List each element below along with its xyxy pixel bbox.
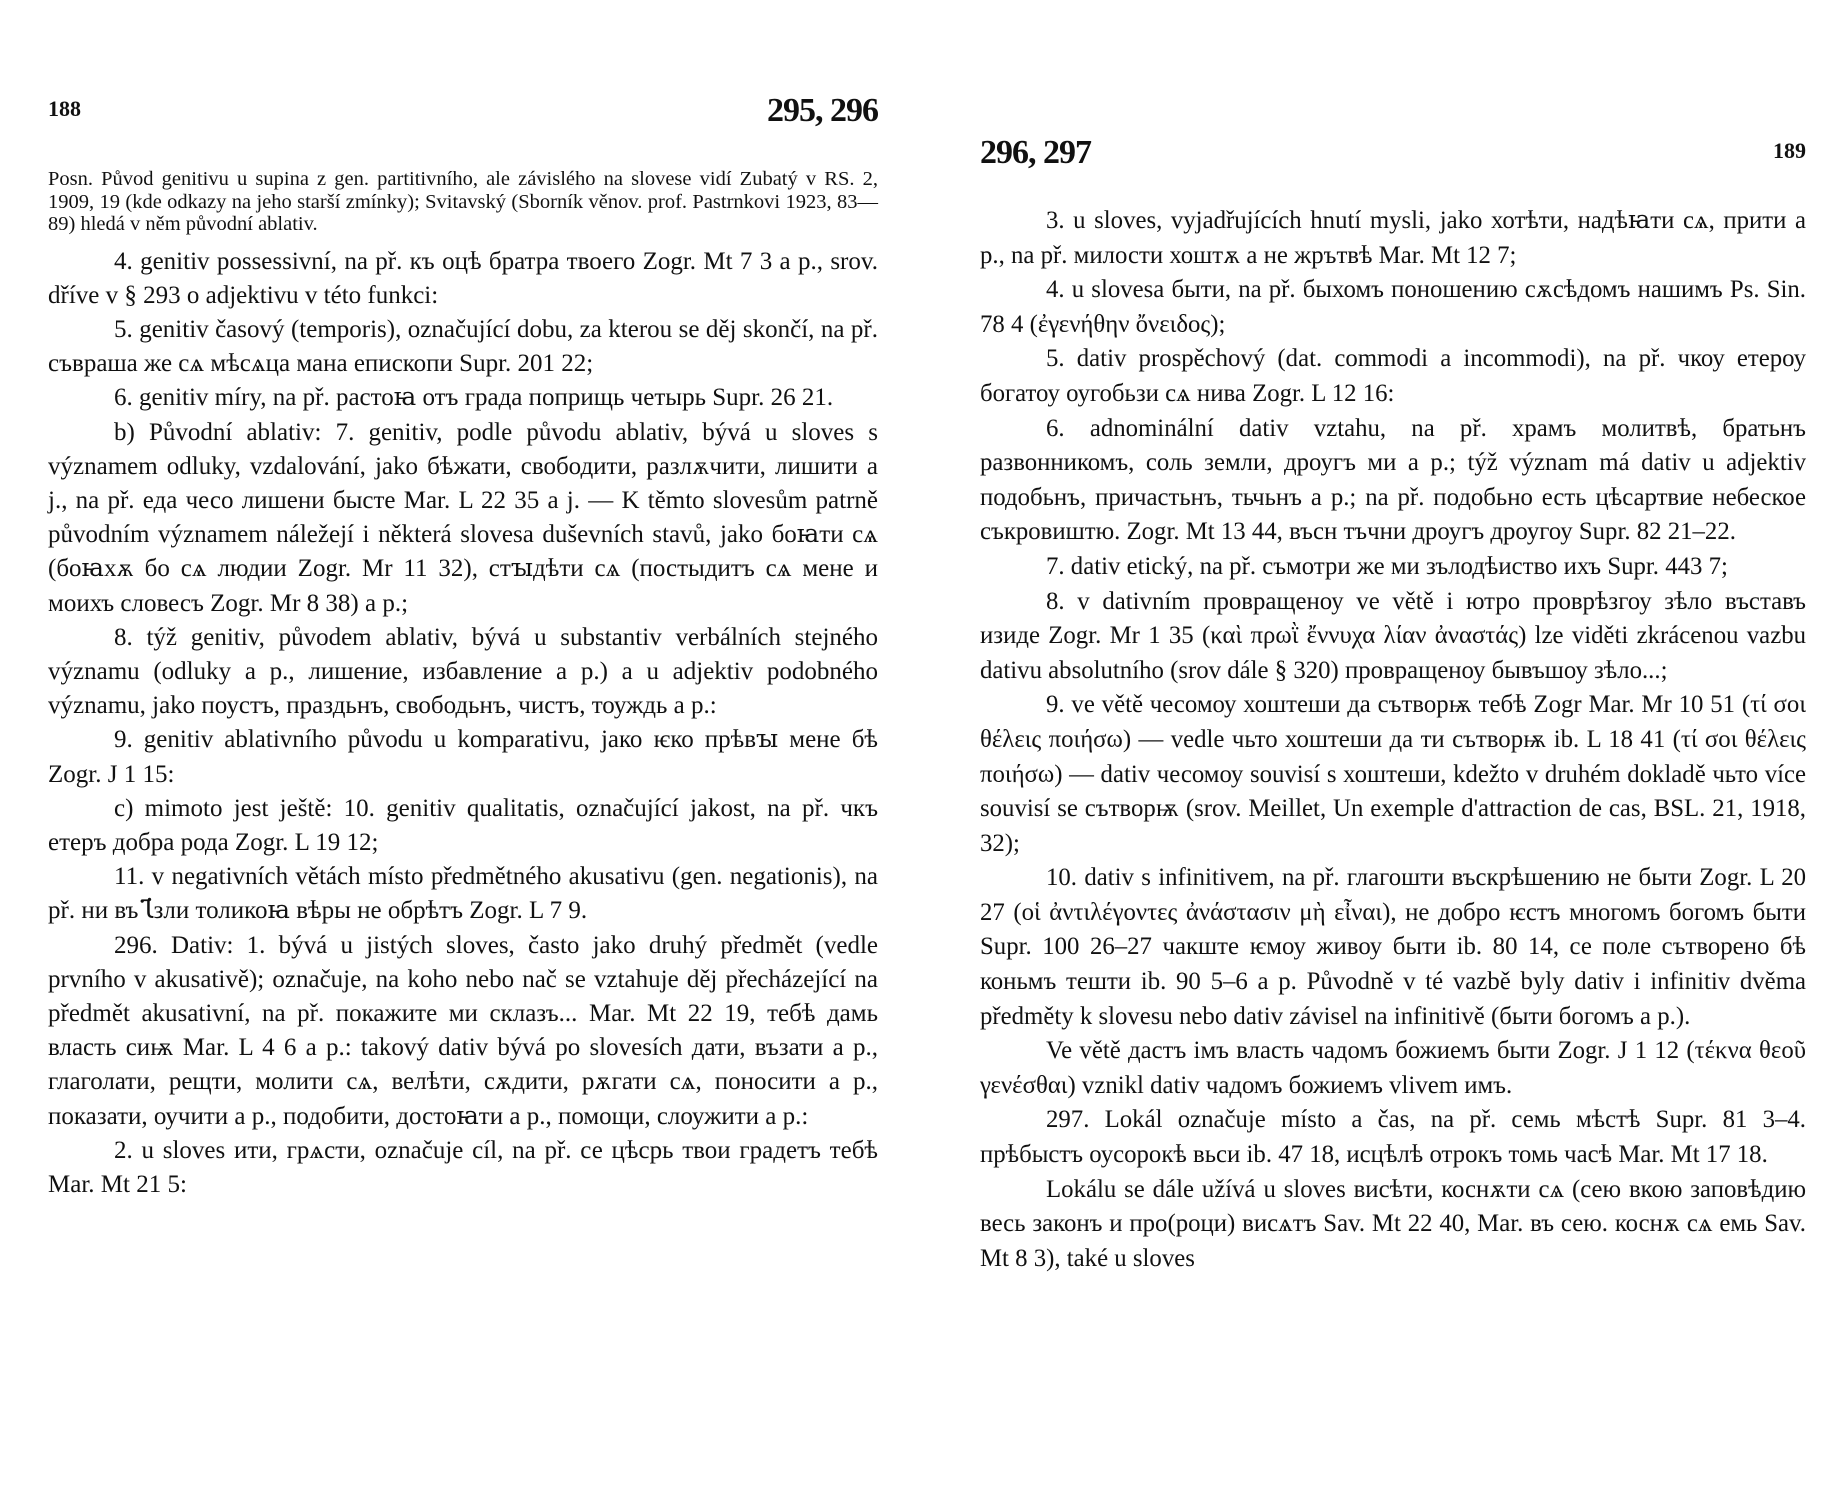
right-page-text <box>980 204 1806 1276</box>
page-number: 188 <box>48 96 81 121</box>
paragraph: 2. u sloves ити, грѧсти, označuje cíl, na př. се цѣсрь твои градетъ тебѣ Mar. Mt 21 5: <box>48 1136 878 1198</box>
paragraph: 10. dativ s infinitivem, na př. глагошти въскрѣшению не быти Zogr. L 20 27 (οἱ ἀντιλέγοντες ἀνάστασιν μὴ εἶναι), не добро ѥстъ многомъ богомъ быти Supr. 100 26–27 чакште ѥмоу живоу быти ib. 80 14, се поле сътворено бѣ коньмъ тешти ib. 90 5–6 a p. Původně v té vazbě byly dativ i infinitiv dvěma předměty k slovesu nebo dativ závisel na infinitivě (быти богомъ a p.). <box>980 864 1806 1030</box>
paragraph: 6. genitiv míry, na př. растоꙗ отъ града поприщь четырь Supr. 26 21. <box>114 384 834 412</box>
paragraph: c) mimoto jest ještě: 10. genitiv qualitatis, označující jakost, na př. чкъ етеръ добра рода Zogr. L 19 12; <box>48 794 878 856</box>
section-header: 296, 297 <box>980 134 1091 171</box>
paragraph: 3. u sloves, vyjadřujících hnutí mysli, jako хотѣти, надѣꙗти сѧ, прити a p., na př. милости хоштѫ а не жрътвѣ Mar. Mt 12 7; <box>980 207 1806 269</box>
paragraph: 11. v negativních větách místo předmětného akusativu (gen. negationis), na př. ни въ Ꙇ҃зли толикоꙗ вѣры не обрѣтъ Zogr. L 7 9. <box>48 863 878 925</box>
paragraph: 8. v dativním провращеноу ve větě і ютро проврѣзгоу зѣло въставъ изиде Zogr. Mr 1 35 (καὶ πρωῒ ἔννυχα λίαν ἀναστάς) lze viděti zkrácenou vazbu dativu absolutního (srov dále § 320) провращеноу бывъшоу зѣло...; <box>980 587 1806 684</box>
paragraph: b) Původní ablativ: 7. genitiv, podle původu ablativ, bývá u sloves s významem odluky, vzdalování, jako бѣжати, свободити, разлѫчити, лишити a j., na př. еда чесо лишени бысте Mar. L 22 35 a j. — K těmto slovesům patrně původním významem náležejí i některá slovesa duševních stavů, jako боꙗти сѧ (боꙗхѫ бо сѧ людии Zogr. Mr 11 32), стꙑдѣти сѧ (постыдитъ сѧ мене и моихъ словесъ Zogr. Mr 8 38) a p.; <box>48 418 878 617</box>
paragraph: 7. dativ etický, na př. съмотри же ми зълодѣиство ихъ Supr. 443 7; <box>1046 552 1728 580</box>
paragraph: 9. genitiv ablativního původu u komparativu, jако ѥко прѣвꙑ мене бѣ Zogr. J 1 15: <box>48 726 878 788</box>
paragraph: 9. ve větě чесомоу хоштеши да сътворѭ тебѣ Zogr Mar. Mr 10 51 (τί σοι θέλεις ποιήσω) — vedle чьто хоштеши да ти сътворѭ ib. L 18 41 (τί σοι θέλεις ποιήσω) — dativ чесомоу souvisí s хоштеши, kdežto v druhém dokladě чьто více souvisí se сътворѭ (srov. Meillet, Un exemple d'attraction de cas, BSL. 21, 1918, 32); <box>980 691 1806 857</box>
paragraph: 6. adnominální dativ vztahu, na př. храмъ молитвѣ, братьнъ развонникомъ, соль земли, дроугъ ми a p.; týž význam má dativ u adjektiv подобьнъ, причастьнъ, тьчьнъ a p.; na př. подобьно есть цѣсартвие небеское съкровиштю. Zogr. Mt 13 44, въсн тъчни дроугъ дроугоу Supr. 82 21–22. <box>980 414 1806 546</box>
paragraph: 5. genitiv časový (temporis), označující dobu, za kterou se děj skončí, na př. съвраша же сѧ мѣсѧца мана епископи Supr. 201 22; <box>48 315 878 378</box>
paragraph: 5. dativ prospěchový (dat. commodi a incommodi), na př. чкоу етероу богатоу оугобьзи сѧ нива Zogr. L 12 16: <box>980 345 1806 407</box>
left-page-text <box>48 168 878 1202</box>
page-number: 189 <box>1773 138 1806 163</box>
section-header: 295, 296 <box>767 92 878 129</box>
paragraph: 8. týž genitiv, původem ablativ, bývá u substantiv verbálních stejného významu (odluky a p., лишение, избавление a p.) a u adjektiv podobného významu, jako поустъ, праздьнъ, свободьнъ, чистъ, тоуждь a p.: <box>48 623 878 720</box>
paragraph: 4. genitiv possessivní, na př. къ оцѣ братра твоего Zogr. Mt 7 3 a p., srov. dříve v § 293 o adjektivu v této funkci: <box>48 247 878 309</box>
paragraph: 296. Dativ: 1. bývá u jistých sloves, často jako druhý předmět (vedle prvního v akusativě); označuje, na koho nebo nač se vztahuje děj přecházející na předmět akusativní, na př. покажите ми склазъ... Mar. Mt 22 19, тебѣ дамь власть сиѭ Mar. L 4 6 a p.: takový dativ bývá po slovesích дати, възати a p., глаголати, рещти, молити сѧ, велѣти, сѫдити, рѫгати сѧ, поносити a p., показати, оучити a p., подобити, достоꙗти a p., помощи, слоужити a p.: <box>48 931 878 1130</box>
footnote: Posn. Původ genitivu u supina z gen. partitivního, ale závislého na slovese vidí Zubatý v RS. 2, 1909, 19 (kde odkazy na jeho starší zmínky); Svitavský (Sborník věnov. prof. Pastrnkovi 1923, 83—89) hledá v něm původní ablativ. <box>48 168 878 235</box>
paragraph: Lokálu se dále užívá u sloves висѣти, коснѫти сѧ (сею вкою заповѣдию весь законъ и про(роци) висѧтъ Sav. Mt 22 40, Mar. въ сею. коснѫ сѧ емь Sav. Mt 8 3), také u sloves <box>980 1175 1806 1272</box>
paragraph: 4. u slovesa быти, na př. быхомъ поношению сѫсѣдомъ нашимъ Ps. Sin. 78 4 (ἐγενήθην ὄνειδος); <box>980 276 1806 338</box>
paragraph: 297. Lokál označuje místo a čas, na př. семь мѣстѣ Supr. 81 3–4. прѣбыстъ оусорокѣ вьси ib. 47 18, исцѣлѣ отрокъ томь часѣ Mar. Mt 17 18. <box>980 1106 1806 1169</box>
paragraph: Ve větě дастъ імъ власть чадомъ божиемъ быти Zogr. J 1 12 (τέκνα θεοῦ γενέσθαι) vznikl dativ чадомъ божиемъ vlivem имъ. <box>980 1037 1806 1099</box>
